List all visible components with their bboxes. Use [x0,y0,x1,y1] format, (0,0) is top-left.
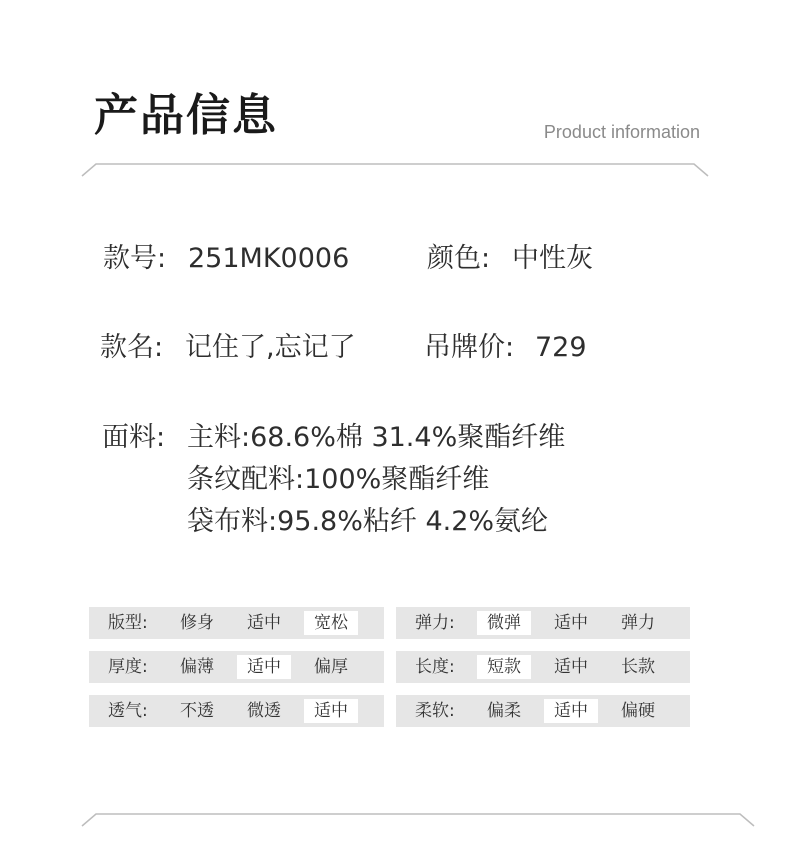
style-name-label: 款名: [100,332,164,363]
attr-option-selected: 微弹 [477,611,531,635]
attr-option: 偏厚 [314,657,348,677]
attr-option: 适中 [247,613,281,633]
attr-option-selected: 适中 [237,655,291,679]
page-title: 产品信息 [94,90,278,141]
attr-label: 柔软: [415,701,455,721]
attr-option: 修身 [180,613,214,633]
attr-option: 适中 [554,657,588,677]
price-value: 729 [535,332,587,363]
fabric-line: 条纹配料:100%聚酯纤维 [187,464,490,495]
fabric-line: 主料:68.6%棉 31.4%聚酯纤维 [187,422,566,453]
attr-option: 弹力 [621,613,655,633]
attr-row-length [396,651,690,683]
style-no-value: 251MK0006 [188,243,350,274]
footer-divider [78,810,760,830]
attr-row-softness [396,695,690,727]
style-no-label: 款号: [103,243,167,274]
attr-option: 不透 [180,701,214,721]
color-label: 颜色: [427,243,491,274]
attr-row-fit [89,607,384,639]
attr-option-selected: 短款 [477,655,531,679]
attr-option: 长款 [621,657,655,677]
page-subtitle: Product information [543,122,700,142]
color-value: 中性灰 [512,243,593,274]
attr-option-selected: 适中 [544,699,598,723]
fabric-line: 袋布料:95.8%粘纤 4.2%氨纶 [187,506,549,537]
attr-option: 偏薄 [180,657,214,677]
attr-option-selected: 适中 [304,699,358,723]
attr-row-thickness [89,651,384,683]
style-name-value: 记住了,忘记了 [185,332,356,363]
attr-row-breathability [89,695,384,727]
header-divider [78,160,712,180]
attr-label: 弹力: [415,613,455,633]
attr-label: 透气: [108,701,148,721]
attr-option-selected: 宽松 [304,611,358,635]
attr-row-stretch [396,607,690,639]
attr-label: 长度: [415,657,455,677]
attr-label: 版型: [108,613,148,633]
fabric-label: 面料: [102,422,166,453]
attr-option: 微透 [247,701,281,721]
attr-option: 偏硬 [621,701,655,721]
attr-option: 适中 [554,613,588,633]
price-label: 吊牌价: [424,332,515,363]
attr-option: 偏柔 [487,701,521,721]
attr-label: 厚度: [108,657,148,677]
